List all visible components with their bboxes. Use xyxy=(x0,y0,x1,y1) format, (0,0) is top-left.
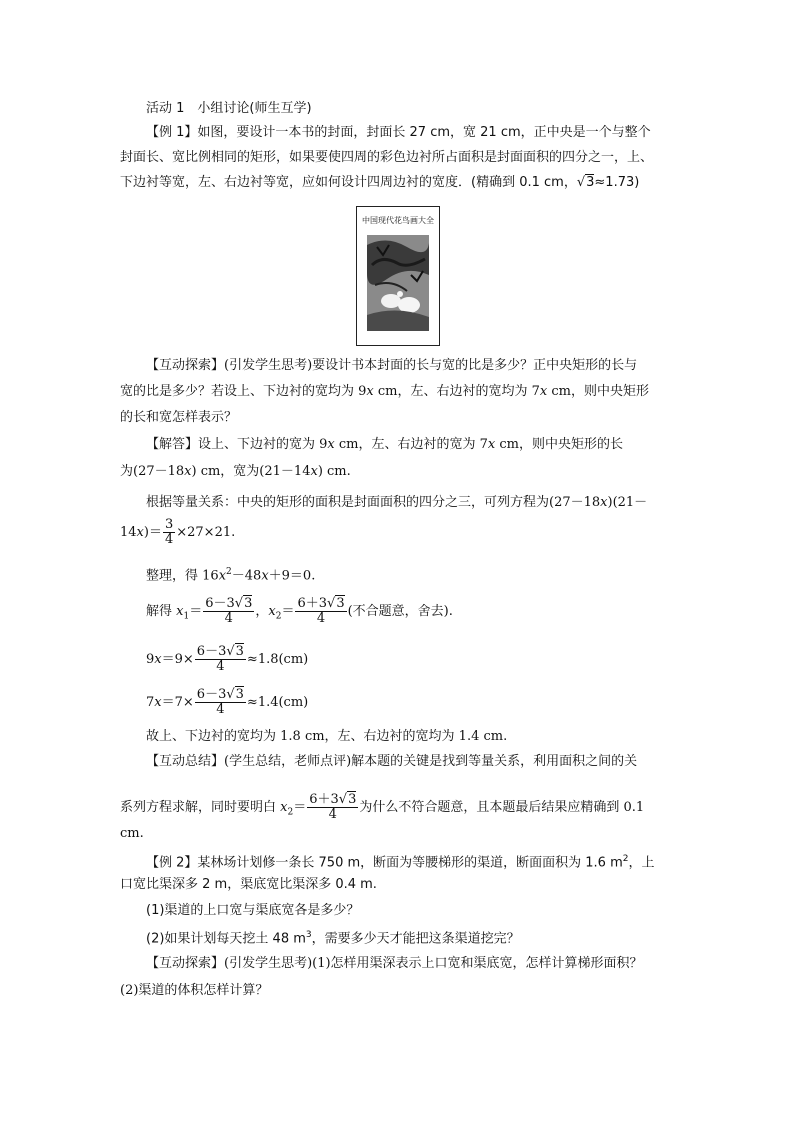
solution-line5: 整理，得 $16x^2-48x+9=0$. xyxy=(146,567,316,584)
example2-line2: 口宽比渠深多 2 m，渠底宽比渠深多 0.4 m. xyxy=(120,877,377,892)
explore1-line2: 宽的比是多少？若设上、下边衬的宽均为 9x cm，左、右边衬的宽均为 7x cm，则中央矩形 xyxy=(120,384,649,399)
bird-painting-image xyxy=(367,235,429,331)
summary-line2: 系列方程求解，同时要明白 $x_2=$ $\frac{6+3√3}{4}$ 为什么不符合题意，且本题最后结果应精确到 0.1 xyxy=(120,792,645,822)
example2-line1: 【例 2】某林场计划修一条长 750 m，断面为等腰梯形的渠道，断面面积为 1.6 $m^2$，上 xyxy=(146,854,655,871)
example2-question2: (2)如果计划每天挖土 48 $m^3$，需要多少天才能把这条渠道挖完？ xyxy=(146,930,520,947)
book-cover-figure xyxy=(356,206,440,346)
solution-line3: 根据等量关系：中央的矩形的面积是封面面积的四分之三，可列方程为(27－18x)(21－ xyxy=(146,495,648,510)
activity-heading: 活动 1 小组讨论(师生互学) xyxy=(146,101,312,116)
solution-line2: 为(27－18x) cm，宽为(21－14x) cm. xyxy=(120,464,351,479)
example1-line1: 【例 1】如图，要设计一本书的封面，封面长 27 cm，宽 21 cm，正中央是一个与整个 xyxy=(146,125,651,140)
solution-line6: 解得 $x_1=$ $\frac{6-3√3}{4}$ ，$x_2=$ $\frac{6+3√3}{4}$ (不合题意，舍去). xyxy=(146,596,453,626)
explore1-line1: 【互动探索】(引发学生思考)要设计书本封面的长与宽的比是多少？正中央矩形的长与 xyxy=(146,358,638,373)
root1-fraction: $\frac{6-3√3}{4}$ xyxy=(205,596,253,626)
solution-line4: 14x)＝ $\frac{3}{4}$ ×27×21. xyxy=(120,517,236,547)
example1-line2: 封面长、宽比例相同的矩形，如果要使四周的彩色边衬所占面积是封面面积的四分之一，上、 xyxy=(120,150,654,165)
summary-line3: cm. xyxy=(120,826,144,841)
fraction-three-quarters: $\frac{3}{4}$ xyxy=(164,517,174,547)
solution-line1: 【解答】设上、下边衬的宽为 9x cm，左、右边衬的宽为 7x cm，则中央矩形的长 xyxy=(146,437,623,452)
solution-conclusion: 故上、下边衬的宽均为 1.8 cm，左、右边衬的宽均为 1.4 cm. xyxy=(146,729,508,744)
sqrt-3: √3 xyxy=(576,175,595,190)
book-cover-title: 中国现代花鸟画大全 xyxy=(362,216,434,225)
solution-line7: 9x＝9× $\frac{6-3√3}{4}$ ≈1.8(cm) xyxy=(146,644,309,674)
example2-question1: (1)渠道的上口宽与渠底宽各是多少？ xyxy=(146,903,360,918)
explore2-line2: (2)渠道的体积怎样计算？ xyxy=(120,983,269,998)
explore2-line1: 【互动探索】(引发学生思考)(1)怎样用渠深表示上口宽和渠底宽，怎样计算梯形面积？ xyxy=(146,956,643,971)
summary-line1: 【互动总结】(学生总结，老师点评)解本题的关键是找到等量关系，利用面积之间的关 xyxy=(146,754,638,769)
explore1-line3: 的长和宽怎样表示？ xyxy=(120,410,238,425)
solution-line8: 7x＝7× $\frac{6-3√3}{4}$ ≈1.4(cm) xyxy=(146,687,309,717)
example1-line3: 下边衬等宽，左、右边衬等宽，应如何设计四周边衬的宽度．(精确到 0.1 cm，√3≈1.73) xyxy=(120,175,640,190)
root2-fraction: $\frac{6+3√3}{4}$ xyxy=(297,596,345,626)
